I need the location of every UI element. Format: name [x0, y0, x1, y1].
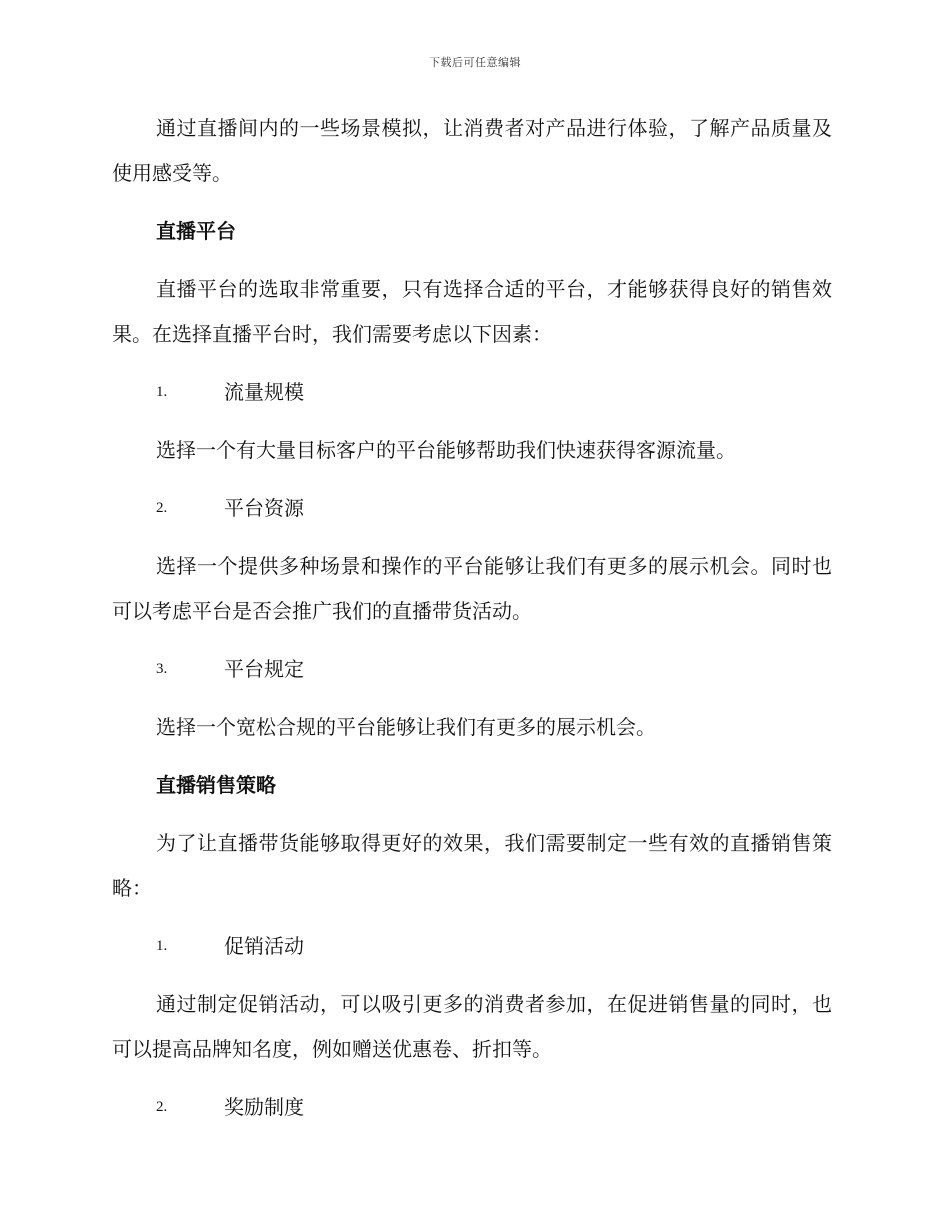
list-item-label: 流量规模 [224, 380, 304, 404]
list-item-rules [112, 647, 832, 692]
paragraph-rules: 选择一个宽松合规的平台能够让我们有更多的展示机会。 [156, 715, 656, 739]
list-item-label: 奖励制度 [224, 1095, 304, 1119]
section-heading-sales-strategy: 直播销售策略 [156, 773, 276, 797]
list-item-rewards [112, 1085, 832, 1130]
list-item-promotion [112, 924, 832, 969]
paragraph-platform-selection: 直播平台的选取非常重要，只有选择合适的平台，才能够获得良好的销售效果。在选择直播平台时，我们需要考虑以下因素： [112, 277, 832, 346]
section-heading-platform: 直播平台 [156, 219, 236, 243]
list-number: 1. [156, 384, 168, 400]
paragraph-strategy-intro: 为了让直播带货能够取得更好的效果，我们需要制定一些有效的直播销售策略： [112, 831, 832, 900]
list-number: 2. [156, 500, 168, 516]
paragraph-promotion: 通过制定促销活动，可以吸引更多的消费者参加，在促进销售量的同时，也可以提高品牌知名度，例如赠送优惠卷、折扣等。 [112, 992, 832, 1061]
list-item-label: 平台资源 [224, 496, 304, 520]
list-number: 2. [156, 1099, 168, 1115]
list-item-traffic [112, 370, 832, 415]
list-number: 3. [156, 661, 168, 677]
list-item-resources [112, 486, 832, 531]
list-item-label: 平台规定 [224, 657, 304, 681]
paragraph-resources: 选择一个提供多种场景和操作的平台能够让我们有更多的展示机会。同时也可以考虑平台是否会推广我们的直播带货活动。 [112, 554, 832, 623]
page-header: 下载后可任意编辑 [429, 56, 521, 69]
paragraph-scene-simulation: 通过直播间内的一些场景模拟，让消费者对产品进行体验，了解产品质量及使用感受等。 [112, 116, 832, 185]
document-body [112, 106, 832, 1143]
list-number: 1. [156, 938, 168, 954]
list-item-label: 促销活动 [224, 934, 304, 958]
paragraph-traffic: 选择一个有大量目标客户的平台能够帮助我们快速获得客源流量。 [156, 438, 736, 462]
